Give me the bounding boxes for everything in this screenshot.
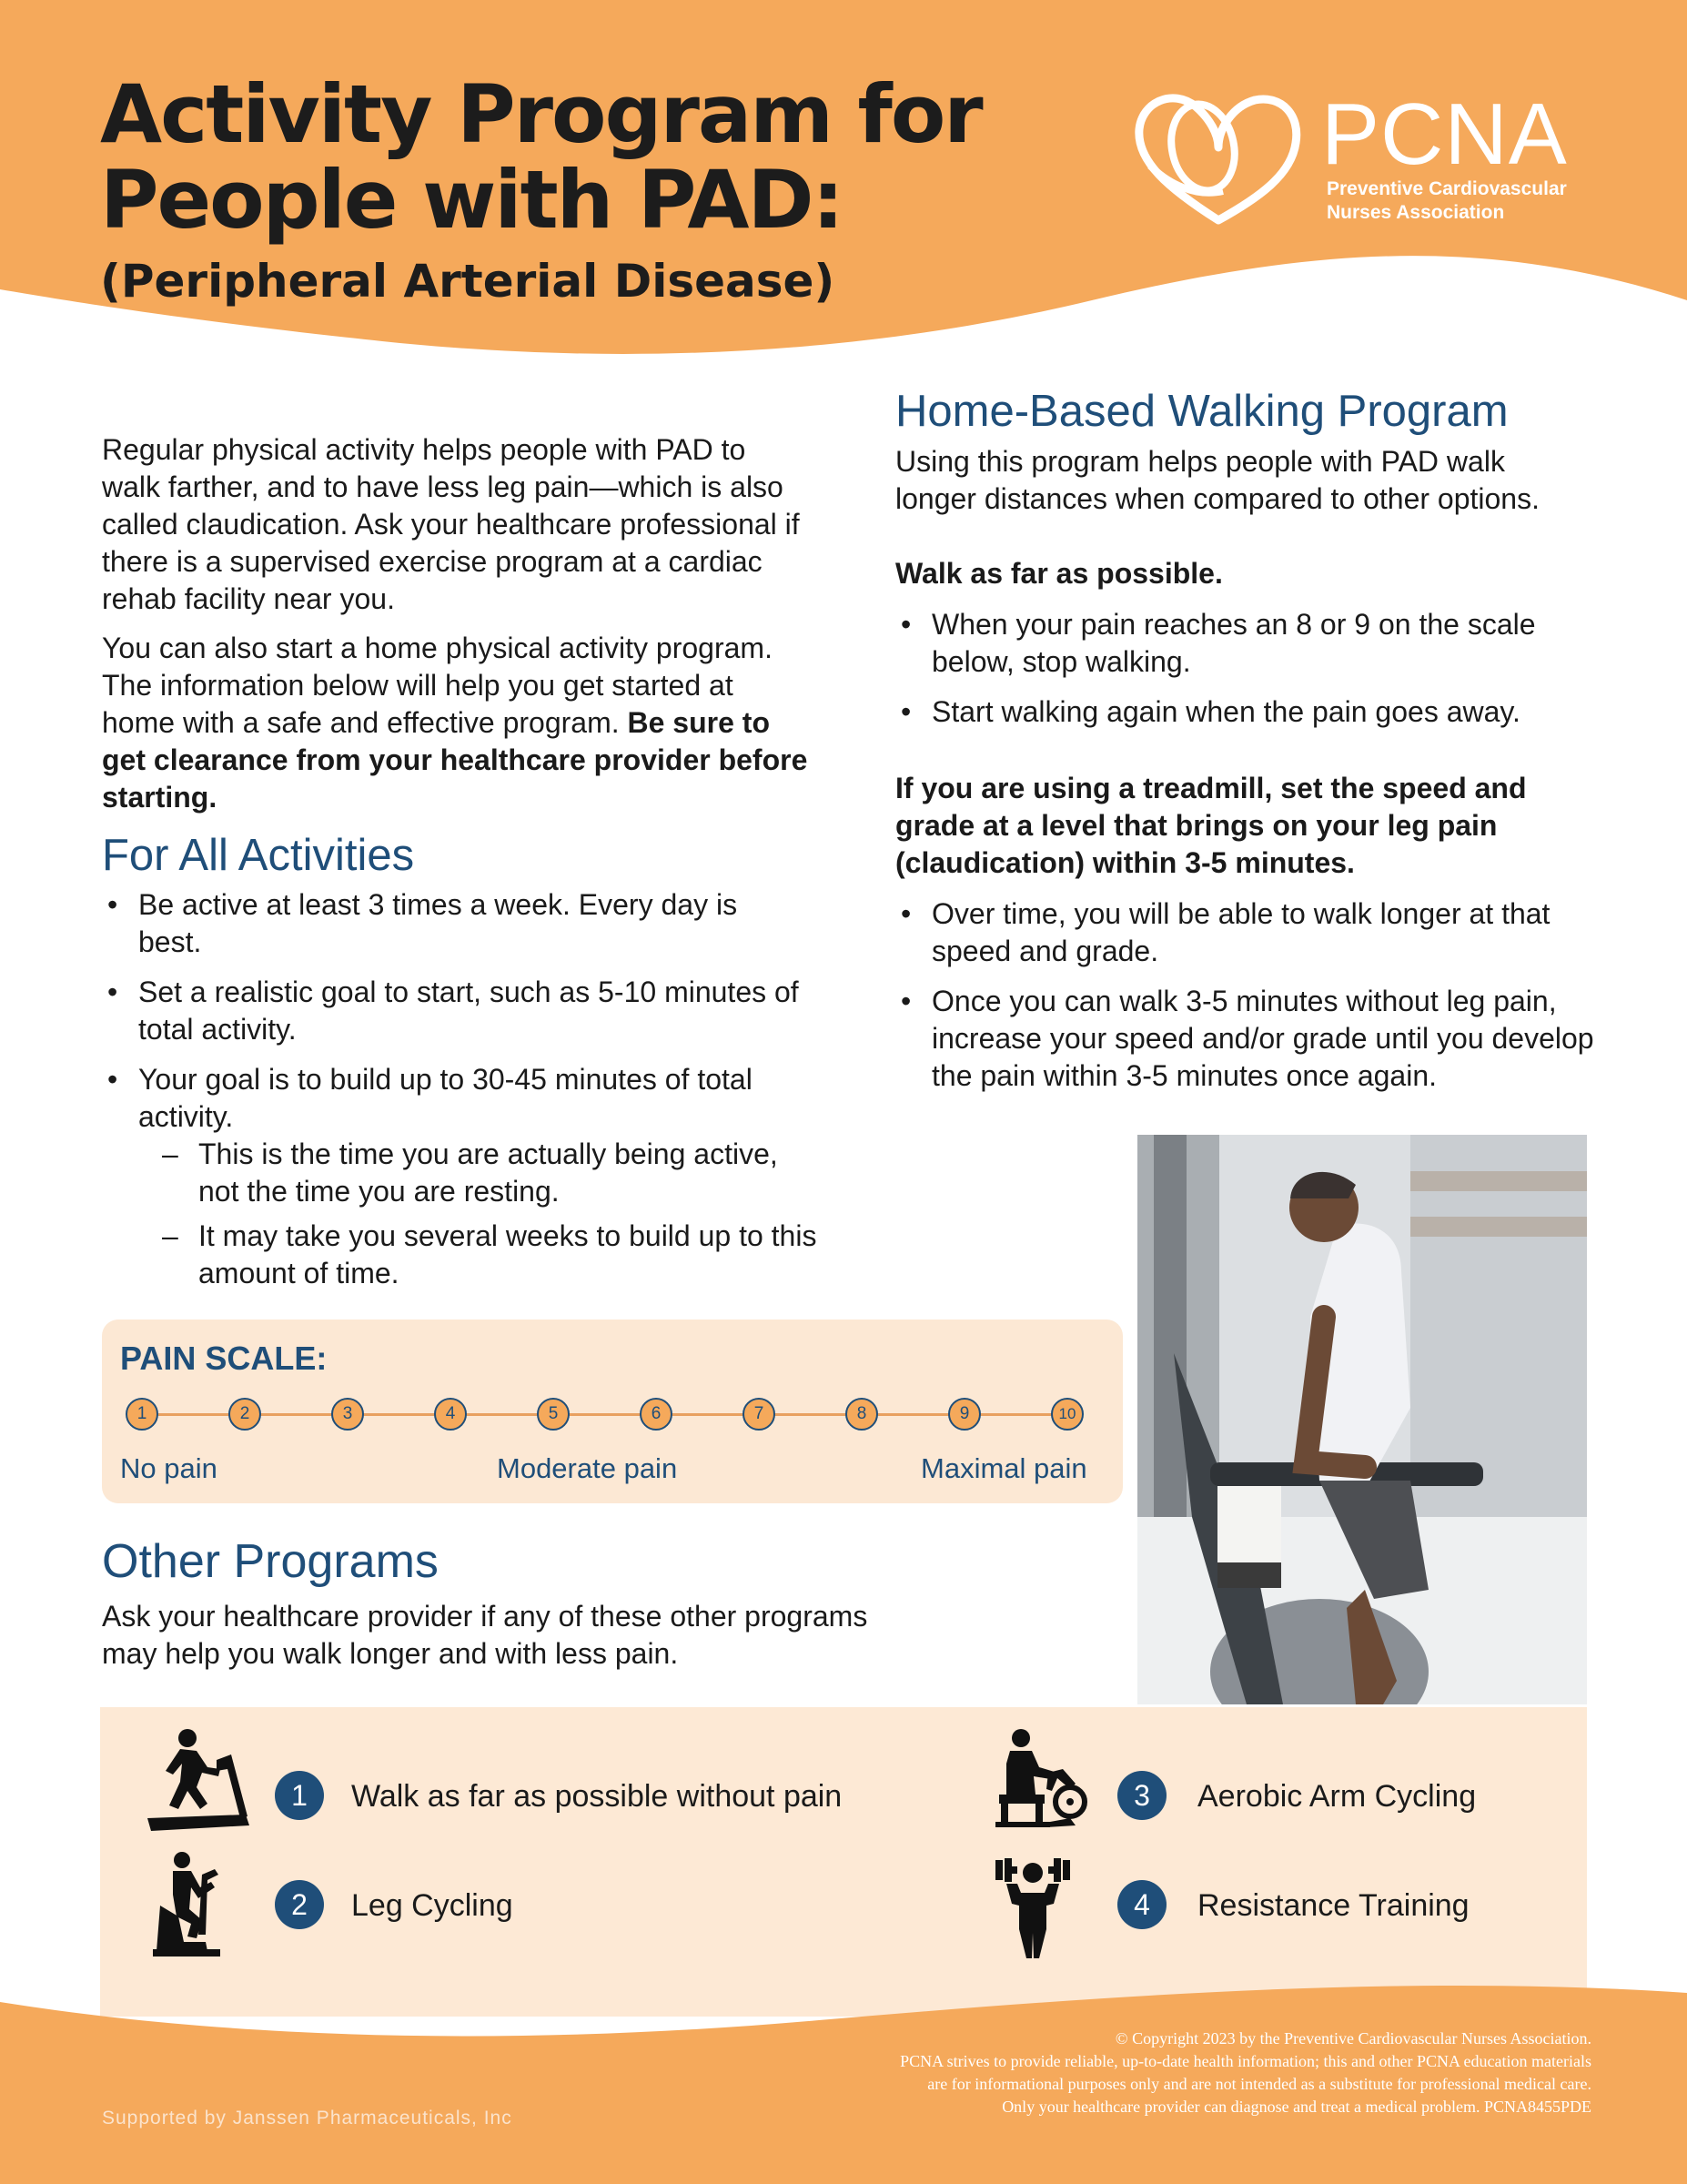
- program-number-4: 4: [1117, 1880, 1167, 1929]
- pain-scale-point: 6: [640, 1398, 672, 1431]
- program-label-3: Aerobic Arm Cycling: [1197, 1779, 1477, 1814]
- program-number-2: 2: [275, 1880, 324, 1929]
- pain-scale-point: 4: [434, 1398, 467, 1431]
- walk-as-far-heading: Walk as far as possible.: [895, 557, 1223, 590]
- pain-scale-label-low: No pain: [120, 1452, 217, 1484]
- dumbbell-icon: [994, 1856, 1081, 1958]
- page-title-line-2: People with PAD:: [100, 153, 843, 247]
- page-subtitle: (Peripheral Arterial Disease): [100, 255, 835, 308]
- exercise-bike-icon: [151, 1851, 224, 1958]
- intro-paragraph-2-bold: Be sure to get clearance from your healthcare provider before starting.: [102, 706, 808, 814]
- pcna-heart-logo-icon: [1132, 84, 1305, 234]
- program-number-1: 1: [275, 1771, 324, 1820]
- for-all-activities-heading: For All Activities: [102, 831, 415, 880]
- list-item: • Be active at least 3 times a week. Every day is best.: [102, 886, 793, 961]
- pain-scale-point: 5: [537, 1398, 570, 1431]
- list-item: • Your goal is to build up to 30-45 minutes of total activity.: [102, 1061, 793, 1136]
- program-label-4: Resistance Training: [1197, 1888, 1470, 1923]
- disclaimer-line-1: PCNA strives to provide reliable, up-to-date health information; this and other PCNA education materials: [900, 2052, 1591, 2070]
- pain-scale-point: 7: [742, 1398, 775, 1431]
- copyright-notice: © Copyright 2023 by the Preventive Cardiovascular Nurses Association.: [1115, 2029, 1591, 2048]
- arm-ergometer-icon: [994, 1727, 1088, 1827]
- other-programs-text: Ask your healthcare provider if any of these other programs may help you walk longer and with less pain.: [102, 1600, 868, 1670]
- pain-scale-point: 2: [228, 1398, 261, 1431]
- logo-subtitle-line-2: Nurses Association: [1327, 202, 1505, 223]
- program-label-2: Leg Cycling: [351, 1888, 513, 1923]
- pain-scale-point: 1: [126, 1398, 158, 1431]
- list-item: • Start walking again when the pain goes away.: [895, 693, 1587, 731]
- intro-paragraph-1: Regular physical activity helps people with PAD to walk farther, and to have less leg pain—which is also called claudication. Ask your healthcare professional if there is a supervised exercise program at a cardiac rehab facility near you.: [102, 433, 800, 615]
- intro-paragraph-2: [102, 630, 812, 816]
- walking-list-2: [895, 895, 1594, 1107]
- list-item: • Over time, you will be able to walk longer at that speed and grade.: [895, 895, 1605, 970]
- pain-scale-point: 10: [1051, 1398, 1084, 1431]
- sponsor-note: Supported by Janssen Pharmaceuticals, Inc: [102, 2108, 512, 2128]
- pain-scale-label-high: Maximal pain: [921, 1452, 1087, 1484]
- pain-scale-point: 3: [331, 1398, 364, 1431]
- disclaimer-line-3: Only your healthcare provider can diagnose and treat a medical problem. PCNA8455PDE: [1002, 2098, 1591, 2116]
- list-item: • When your pain reaches an 8 or 9 on the scale below, stop walking.: [895, 606, 1569, 681]
- list-item: • Once you can walk 3-5 minutes without leg pain, increase your speed and/or grade until you develop the pain within 3-5 minutes once again.: [895, 983, 1614, 1095]
- logo-subtitle-line-1: Preventive Cardiovascular: [1327, 178, 1567, 199]
- sub-list-item: – It may take you several weeks to build up to this amount of time.: [162, 1218, 817, 1292]
- pain-scale-point: 8: [845, 1398, 878, 1431]
- all-activities-list: [102, 886, 821, 1148]
- treadmill-photo: [1137, 1135, 1587, 1704]
- pain-scale-point: 9: [948, 1398, 981, 1431]
- walking-list-1: [895, 606, 1587, 743]
- walking-program-heading: Home-Based Walking Program: [895, 387, 1509, 436]
- pain-scale-line: [142, 1413, 1068, 1416]
- all-activities-sub-list: [162, 1136, 817, 1299]
- other-programs-heading: Other Programs: [102, 1535, 439, 1588]
- treadmill-instructions: If you are using a treadmill, set the speed and grade at a level that brings on your leg pain (claudication) within 3-5 minutes.: [895, 772, 1527, 879]
- pain-scale-title: PAIN SCALE:: [120, 1340, 328, 1377]
- walking-program-intro: Using this program helps people with PAD walk longer distances when compared to other options.: [895, 445, 1540, 515]
- disclaimer-line-2: are for informational purposes only and are not intended as a substitute for professional medical care.: [927, 2075, 1591, 2093]
- program-label-1: Walk as far as possible without pain: [351, 1779, 843, 1814]
- sub-list-item: – This is the time you are actually being active, not the time you are resting.: [162, 1136, 817, 1210]
- logo-wordmark: PCNA: [1321, 86, 1568, 183]
- program-number-3: 3: [1117, 1771, 1167, 1820]
- pain-scale-label-mid: Moderate pain: [497, 1452, 678, 1484]
- treadmill-icon: [147, 1727, 251, 1833]
- page-title-line-1: Activity Program for: [100, 67, 982, 161]
- intro-paragraph-2-text: You can also start a home physical activity program. The information below will help you get started at home with a safe and effective program.: [102, 632, 773, 739]
- list-item: • Set a realistic goal to start, such as 5-10 minutes of total activity.: [102, 974, 821, 1048]
- pain-scale-panel: [102, 1320, 1123, 1503]
